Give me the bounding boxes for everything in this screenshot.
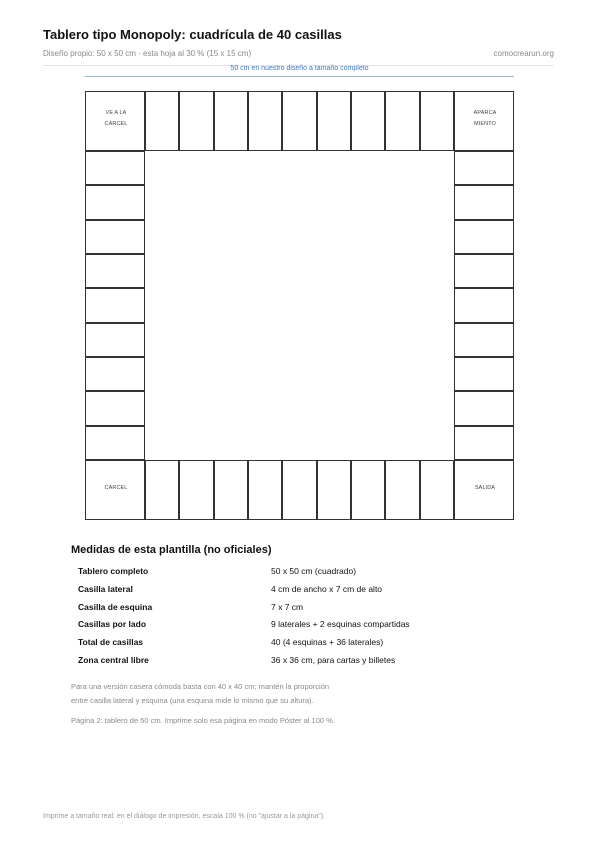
scale-line	[85, 76, 514, 77]
corner-cell-jail	[85, 460, 145, 520]
board-cell-left	[85, 426, 145, 460]
page-subtitle: Diseño propio: 50 x 50 cm · esta hoja al 30 % (15 x 15 cm)	[43, 49, 252, 58]
corner-label-jail	[86, 483, 146, 494]
site-name: comocrearun.org	[493, 49, 554, 58]
footer-note: Imprime a tamaño real: en el diálogo de impresión, escala 100 % (no "ajustar a la página").	[43, 813, 326, 820]
measure-value: 50 x 50 cm (cuadrado)	[271, 566, 357, 576]
measures-title: Medidas de esta plantilla (no oficiales)	[71, 544, 272, 556]
board-cell-top	[385, 91, 419, 151]
measure-label: Total de casillas	[78, 637, 144, 647]
corner-label-go-to-jail	[86, 108, 146, 130]
board-cell-top	[282, 91, 316, 151]
board-cell-top	[317, 91, 351, 151]
corner-label-line: VE A LA	[105, 110, 127, 116]
board-cell-top	[351, 91, 385, 151]
board-cell-left	[85, 288, 145, 322]
board-cell-right	[454, 426, 514, 460]
corner-label-line: APARCA	[473, 110, 497, 116]
board-cell-bottom	[385, 460, 419, 520]
corner-label-line: MIENTO	[474, 121, 496, 127]
board-cell-left	[85, 323, 145, 357]
board-cell-left	[85, 391, 145, 425]
board-cell-bottom	[420, 460, 454, 520]
board-cell-bottom	[248, 460, 282, 520]
note-line: Página 2: tablero de 50 cm. Imprime solo esa página en modo Póster al 100 %.	[71, 716, 335, 725]
measure-label: Tablero completo	[78, 566, 149, 576]
board-cell-left	[85, 151, 145, 185]
board-cell-right	[454, 220, 514, 254]
measure-value: 4 cm de ancho x 7 cm de alto	[271, 584, 383, 594]
board-cell-top	[248, 91, 282, 151]
measure-value: 36 x 36 cm, para cartas y billetes	[271, 655, 396, 665]
corner-label-line: CARCEL	[104, 484, 128, 491]
corner-label-parking	[455, 108, 515, 130]
page-title: Tablero tipo Monopoly: cuadrícula de 40 casillas	[43, 27, 342, 42]
board-cell-top	[145, 91, 179, 151]
board-cell-top	[420, 91, 454, 151]
corner-cell-parking	[454, 91, 514, 151]
measure-label: Zona central libre	[78, 655, 149, 665]
board-cell-bottom	[145, 460, 179, 520]
corner-cell-start	[454, 460, 514, 520]
measure-label: Casilla de esquina	[78, 602, 153, 612]
measure-label: Casilla lateral	[78, 584, 133, 594]
board-cell-left	[85, 185, 145, 219]
measure-value: 9 laterales + 2 esquinas compartidas	[271, 619, 410, 629]
board-cell-bottom	[317, 460, 351, 520]
measure-label: Casillas por lado	[78, 619, 147, 629]
board-cell-top	[214, 91, 248, 151]
corner-label-start	[455, 483, 515, 494]
board-cell-left	[85, 220, 145, 254]
measure-value: 7 x 7 cm	[271, 602, 304, 612]
note-line: entre casilla lateral y esquina (una esquina mide lo mismo que su altura).	[71, 696, 314, 705]
board-cell-left	[85, 357, 145, 391]
board-cell-bottom	[214, 460, 248, 520]
board-cell-bottom	[351, 460, 385, 520]
board-cell-right	[454, 185, 514, 219]
board-cell-bottom	[282, 460, 316, 520]
board-cell-right	[454, 391, 514, 425]
corner-label-line: CARCEL	[104, 121, 128, 127]
corner-cell-go-to-jail	[85, 91, 145, 151]
note-line: Para una versión casera cómoda basta con 40 x 40 cm; mantén la proporción	[71, 682, 330, 691]
board-cell-right	[454, 151, 514, 185]
board-cell-right	[454, 254, 514, 288]
board-cell-right	[454, 357, 514, 391]
board-cell-left	[85, 254, 145, 288]
board-cell-bottom	[179, 460, 213, 520]
monopoly-board	[85, 91, 514, 520]
board-cell-top	[179, 91, 213, 151]
scale-label: 50 cm en nuestro diseño a tamaño completo	[230, 65, 369, 72]
corner-label-line: SALIDA	[474, 484, 496, 491]
board-cell-right	[454, 323, 514, 357]
board-cell-right	[454, 288, 514, 322]
measure-value: 40 (4 esquinas + 36 laterales)	[271, 637, 384, 647]
